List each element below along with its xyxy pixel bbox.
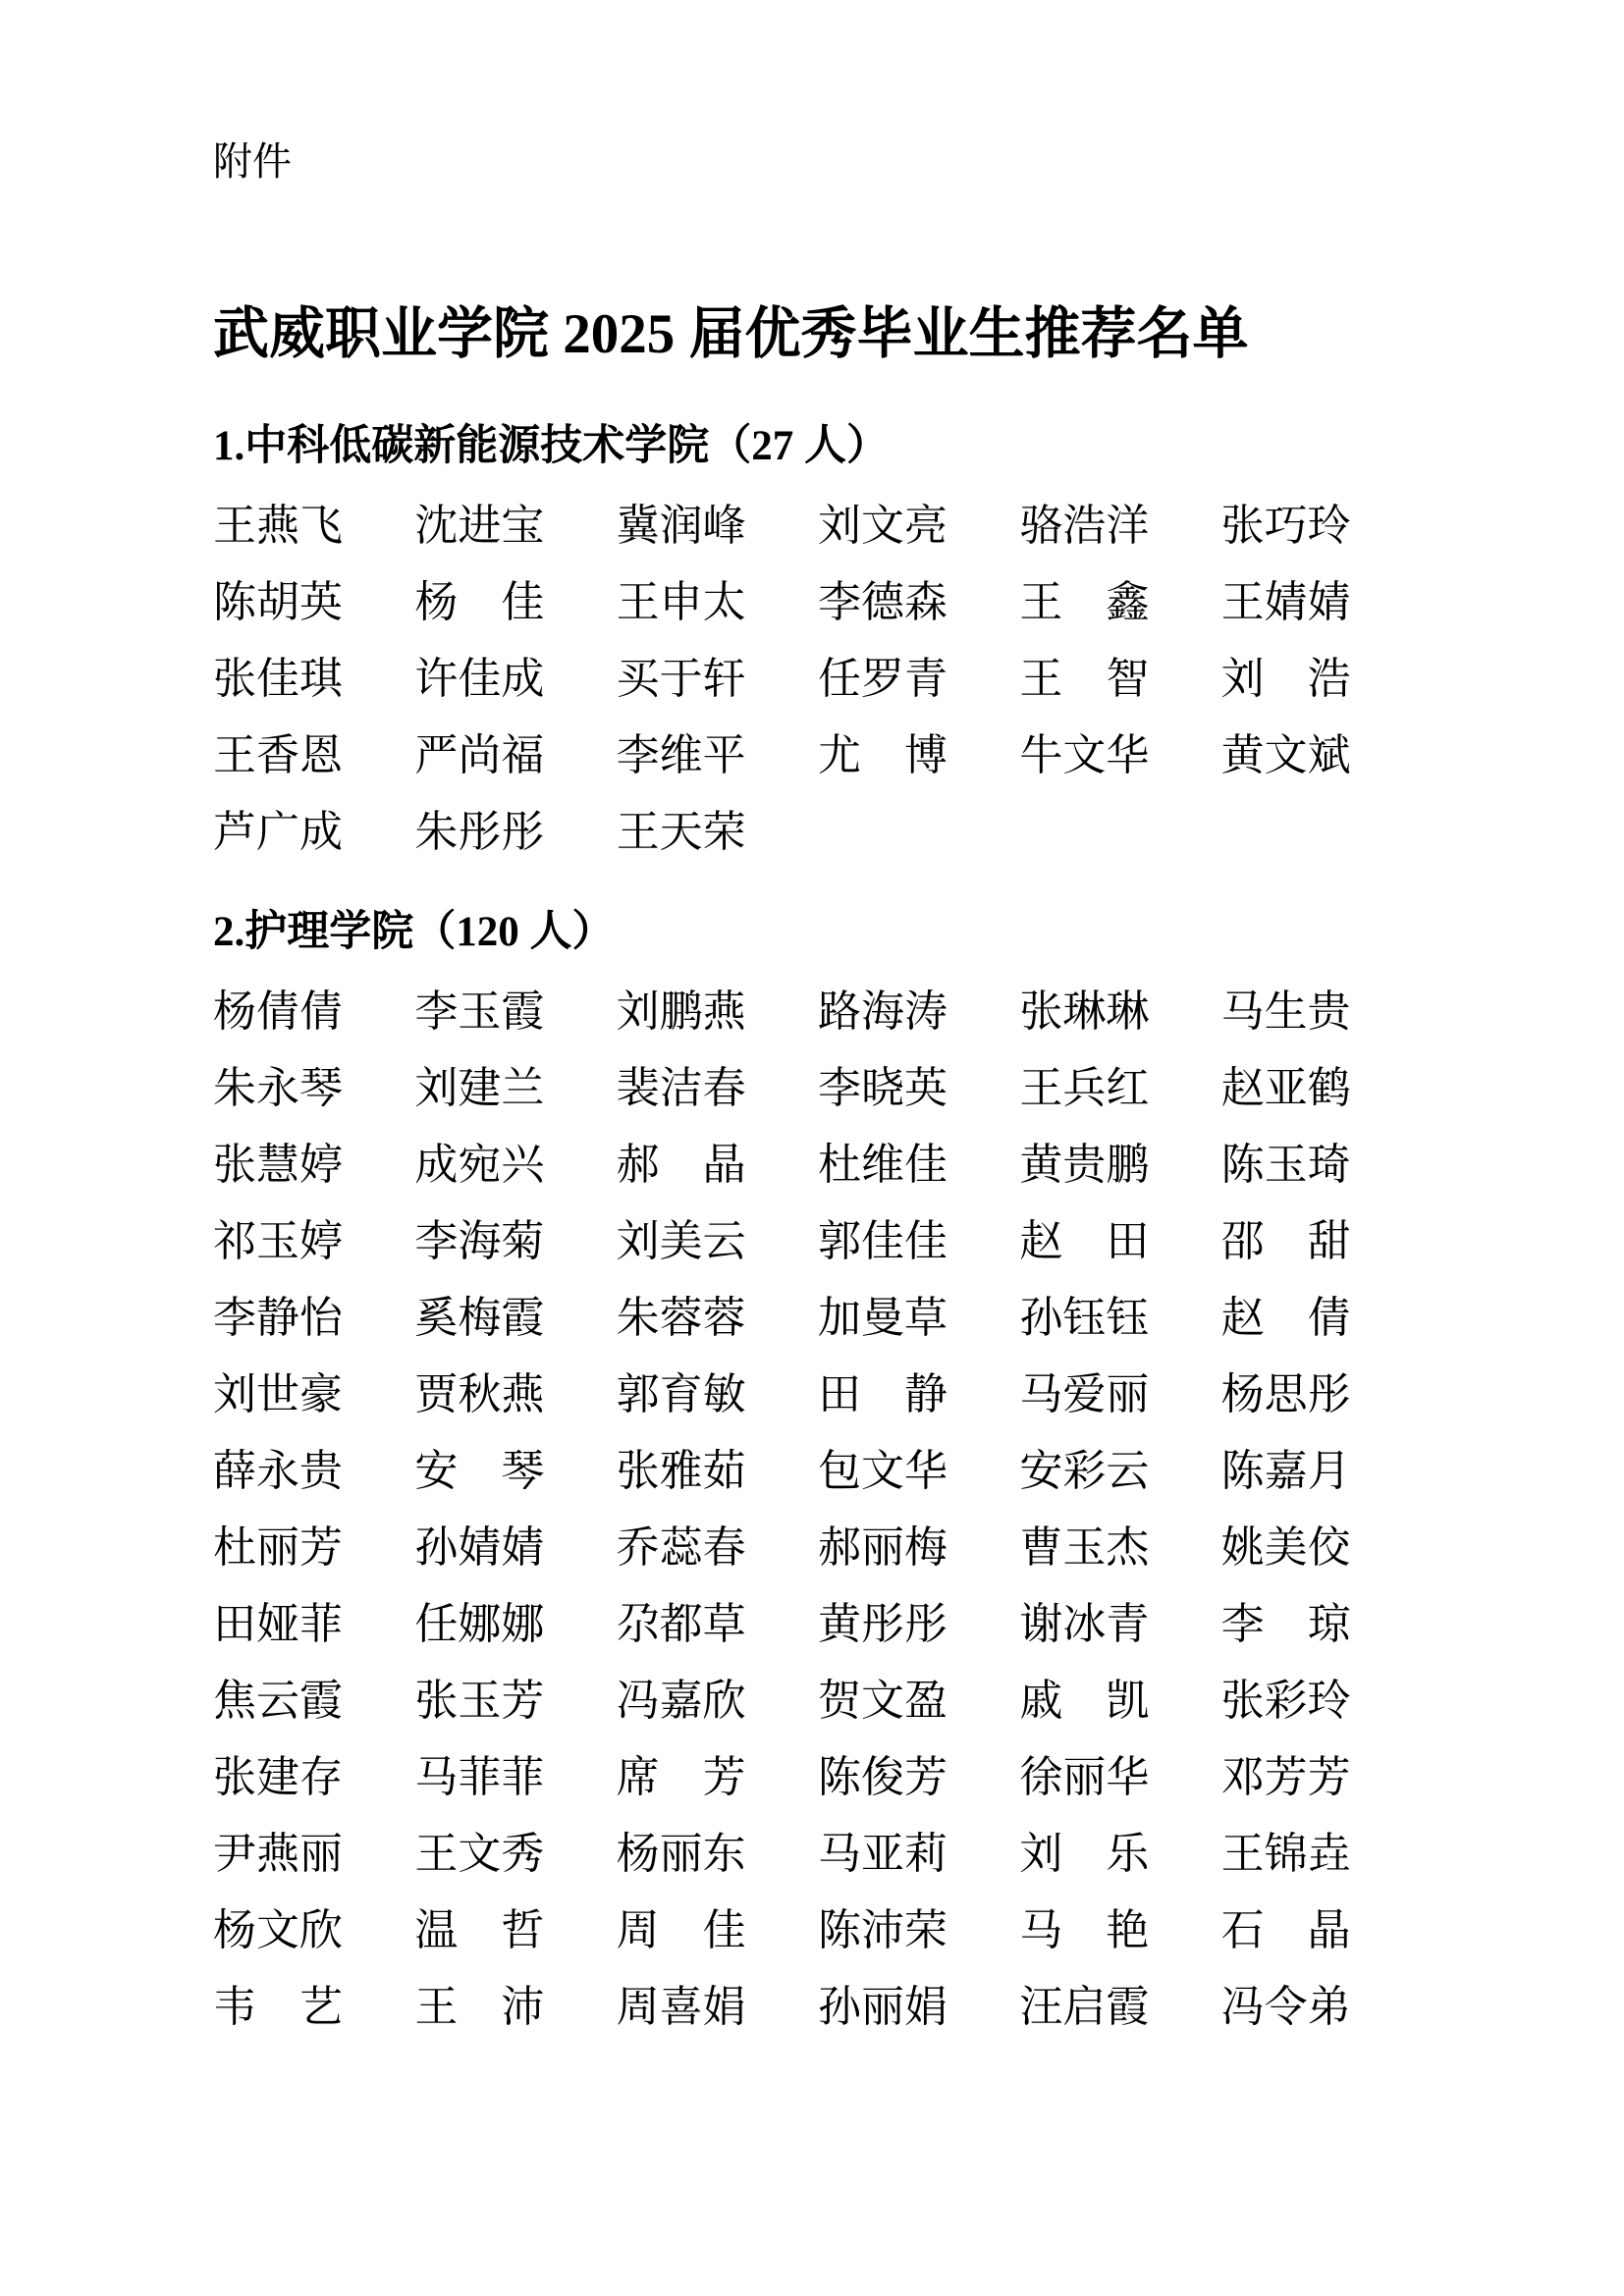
graduate-name: 温 哲: [414, 1905, 545, 1954]
table-row: [213, 1063, 1423, 1112]
graduate-name: 安彩云: [1019, 1446, 1150, 1495]
graduate-name: 成宛兴: [414, 1140, 545, 1189]
graduate-name: 牛文华: [1019, 730, 1150, 779]
graduate-name: 买于轩: [616, 654, 746, 703]
graduate-name: 马菲菲: [414, 1752, 545, 1801]
graduate-name: 薛永贵: [213, 1446, 343, 1495]
graduate-name: 路海涛: [817, 987, 947, 1036]
graduate-name: 张玉芳: [414, 1676, 545, 1725]
graduate-name: 王 鑫: [1019, 577, 1150, 626]
graduate-name: 郝 晶: [616, 1140, 746, 1189]
graduate-name-grid: [213, 989, 1428, 2029]
graduate-name: 王兵红: [1019, 1063, 1150, 1112]
graduate-name: 贾秋燕: [414, 1369, 545, 1418]
graduate-name: 杨思彤: [1220, 1369, 1351, 1418]
graduate-name: 徐丽华: [1019, 1752, 1150, 1801]
attachment-label: 附件: [213, 140, 292, 184]
graduate-name: 许佳成: [414, 654, 545, 703]
graduate-name: 黄贵鹏: [1019, 1140, 1150, 1189]
graduate-name: 赵 田: [1019, 1216, 1150, 1265]
graduate-name: 朱彤彤: [414, 807, 545, 856]
table-row: [213, 654, 1423, 703]
graduate-name: 陈俊芳: [817, 1752, 947, 1801]
graduate-name: 李维平: [616, 730, 746, 779]
graduate-name: 杨丽东: [616, 1829, 746, 1878]
table-row: [213, 577, 1423, 626]
graduate-name: 孙婧婧: [414, 1522, 545, 1572]
graduate-name: 杨 佳: [414, 577, 545, 626]
graduate-name: 王天荣: [616, 807, 746, 856]
graduate-name: 马亚莉: [817, 1829, 947, 1878]
graduate-name: 刘美云: [616, 1216, 746, 1265]
graduate-name: 李 琼: [1220, 1599, 1351, 1648]
graduate-name: 张建存: [213, 1752, 343, 1801]
graduate-name: 冯令弟: [1220, 1982, 1351, 2031]
graduate-name: 邵 甜: [1220, 1216, 1351, 1265]
graduate-name: 黄彤彤: [817, 1599, 947, 1648]
graduate-name: 严尚福: [414, 730, 545, 779]
table-row: [213, 1446, 1423, 1495]
graduate-name: 孙丽娟: [817, 1982, 947, 2031]
graduate-name: 邓芳芳: [1220, 1752, 1351, 1801]
graduate-name: 周 佳: [616, 1905, 746, 1954]
graduate-name: 王文秀: [414, 1829, 545, 1878]
graduate-name: 郝丽梅: [817, 1522, 947, 1572]
graduate-name: 杜维佳: [817, 1140, 947, 1189]
graduate-name: 李静怡: [213, 1293, 343, 1342]
graduate-name: 黄文斌: [1220, 730, 1351, 779]
graduate-name: 安 琴: [414, 1446, 545, 1495]
graduate-name: 汪启霞: [1019, 1982, 1150, 2031]
graduate-name: 陈胡英: [213, 577, 343, 626]
graduate-name: 沈进宝: [414, 501, 545, 550]
graduate-name: 赵亚鹤: [1220, 1063, 1351, 1112]
graduate-name: 任罗青: [817, 654, 947, 703]
graduate-name: 刘鹏燕: [616, 987, 746, 1036]
graduate-name: 加曼草: [817, 1293, 947, 1342]
graduate-name: 焦云霞: [213, 1676, 343, 1725]
graduate-name: 尤 博: [817, 730, 947, 779]
graduate-name: 王香恩: [213, 730, 343, 779]
graduate-name: 刘 乐: [1019, 1829, 1150, 1878]
page-title: 武威职业学院 2025 届优秀毕业生推荐名单: [213, 303, 1249, 365]
table-row: [213, 1752, 1423, 1801]
graduate-name: 王燕飞: [213, 501, 343, 550]
graduate-name: 李海菊: [414, 1216, 545, 1265]
table-row: [213, 730, 1423, 779]
table-row: [213, 1829, 1423, 1878]
graduate-name: 裴洁春: [616, 1063, 746, 1112]
graduate-name: 骆浩洋: [1019, 501, 1150, 550]
section-heading: 2.护理学院（120 人）: [213, 908, 615, 955]
graduate-name: 姚美佼: [1220, 1522, 1351, 1572]
graduate-name: 张慧婷: [213, 1140, 343, 1189]
graduate-name: 陈玉琦: [1220, 1140, 1351, 1189]
graduate-name: 马 艳: [1019, 1905, 1150, 1954]
graduate-name: 王 智: [1019, 654, 1150, 703]
graduate-name: 张巧玲: [1220, 501, 1351, 550]
graduate-name: 杨文欣: [213, 1905, 343, 1954]
graduate-name: 奚梅霞: [414, 1293, 545, 1342]
graduate-name: 田娅菲: [213, 1599, 343, 1648]
table-row: [213, 1599, 1423, 1648]
graduate-name: 石 晶: [1220, 1905, 1351, 1954]
graduate-name: 杜丽芳: [213, 1522, 343, 1572]
graduate-name: 刘建兰: [414, 1063, 545, 1112]
graduate-name: 陈沛荣: [817, 1905, 947, 1954]
graduate-name: 席 芳: [616, 1752, 746, 1801]
graduate-name: 陈嘉月: [1220, 1446, 1351, 1495]
graduate-name: 李德森: [817, 577, 947, 626]
graduate-name: 李玉霞: [414, 987, 545, 1036]
graduate-name: 郭佳佳: [817, 1216, 947, 1265]
graduate-name: 韦 艺: [213, 1982, 343, 2031]
table-row: [213, 1369, 1423, 1418]
graduate-name: 王申太: [616, 577, 746, 626]
graduate-name: 尕都草: [616, 1599, 746, 1648]
graduate-name: 马生贵: [1220, 987, 1351, 1036]
graduate-name: 孙钰钰: [1019, 1293, 1150, 1342]
graduate-name-grid: [213, 501, 1428, 856]
graduate-name: 包文华: [817, 1446, 947, 1495]
table-row: [213, 1140, 1423, 1189]
table-row: [213, 1522, 1423, 1572]
graduate-name: 任娜娜: [414, 1599, 545, 1648]
graduate-name: 冯嘉欣: [616, 1676, 746, 1725]
table-row: [213, 1905, 1423, 1954]
graduate-name: 张琳琳: [1019, 987, 1150, 1036]
graduate-name: 周喜娟: [616, 1982, 746, 2031]
graduate-name: 曹玉杰: [1019, 1522, 1150, 1572]
graduate-name: 芦广成: [213, 807, 343, 856]
graduate-name: 刘文亮: [817, 501, 947, 550]
graduate-name: 乔蕊春: [616, 1522, 746, 1572]
table-row: [213, 1216, 1423, 1265]
table-row: [213, 1982, 1423, 2031]
graduate-name: 张雅茹: [616, 1446, 746, 1495]
graduate-name: 郭育敏: [616, 1369, 746, 1418]
table-row: [213, 1676, 1423, 1725]
graduate-name: 田 静: [817, 1369, 947, 1418]
graduate-name: 刘世豪: [213, 1369, 343, 1418]
section-heading: 1.中科低碳新能源技术学院（27 人）: [213, 423, 889, 470]
graduate-name: 谢冰青: [1019, 1599, 1150, 1648]
graduate-name: 赵 倩: [1220, 1293, 1351, 1342]
graduate-name: 贺文盈: [817, 1676, 947, 1725]
graduate-name: 王婧婧: [1220, 577, 1351, 626]
table-row: [213, 1293, 1423, 1342]
table-row: [213, 989, 1423, 1034]
table-row: [213, 501, 1423, 550]
graduate-name: 杨倩倩: [213, 987, 343, 1036]
graduate-name: 刘 浩: [1220, 654, 1351, 703]
table-row: [213, 807, 1423, 856]
graduate-name: 张彩玲: [1220, 1676, 1351, 1725]
graduate-name: 马爱丽: [1019, 1369, 1150, 1418]
graduate-name: 祁玉婷: [213, 1216, 343, 1265]
graduate-name: 李晓英: [817, 1063, 947, 1112]
graduate-name: 王 沛: [414, 1982, 545, 2031]
graduate-name: 戚 凯: [1019, 1676, 1150, 1725]
graduate-name: 尹燕丽: [213, 1829, 343, 1878]
sections-container: [213, 421, 1428, 2031]
graduate-name: 朱永琴: [213, 1063, 343, 1112]
graduate-name: 冀润峰: [616, 501, 746, 550]
graduate-name: 朱蓉蓉: [616, 1293, 746, 1342]
graduate-name: 张佳琪: [213, 654, 343, 703]
graduate-name: 王锦垚: [1220, 1829, 1351, 1878]
